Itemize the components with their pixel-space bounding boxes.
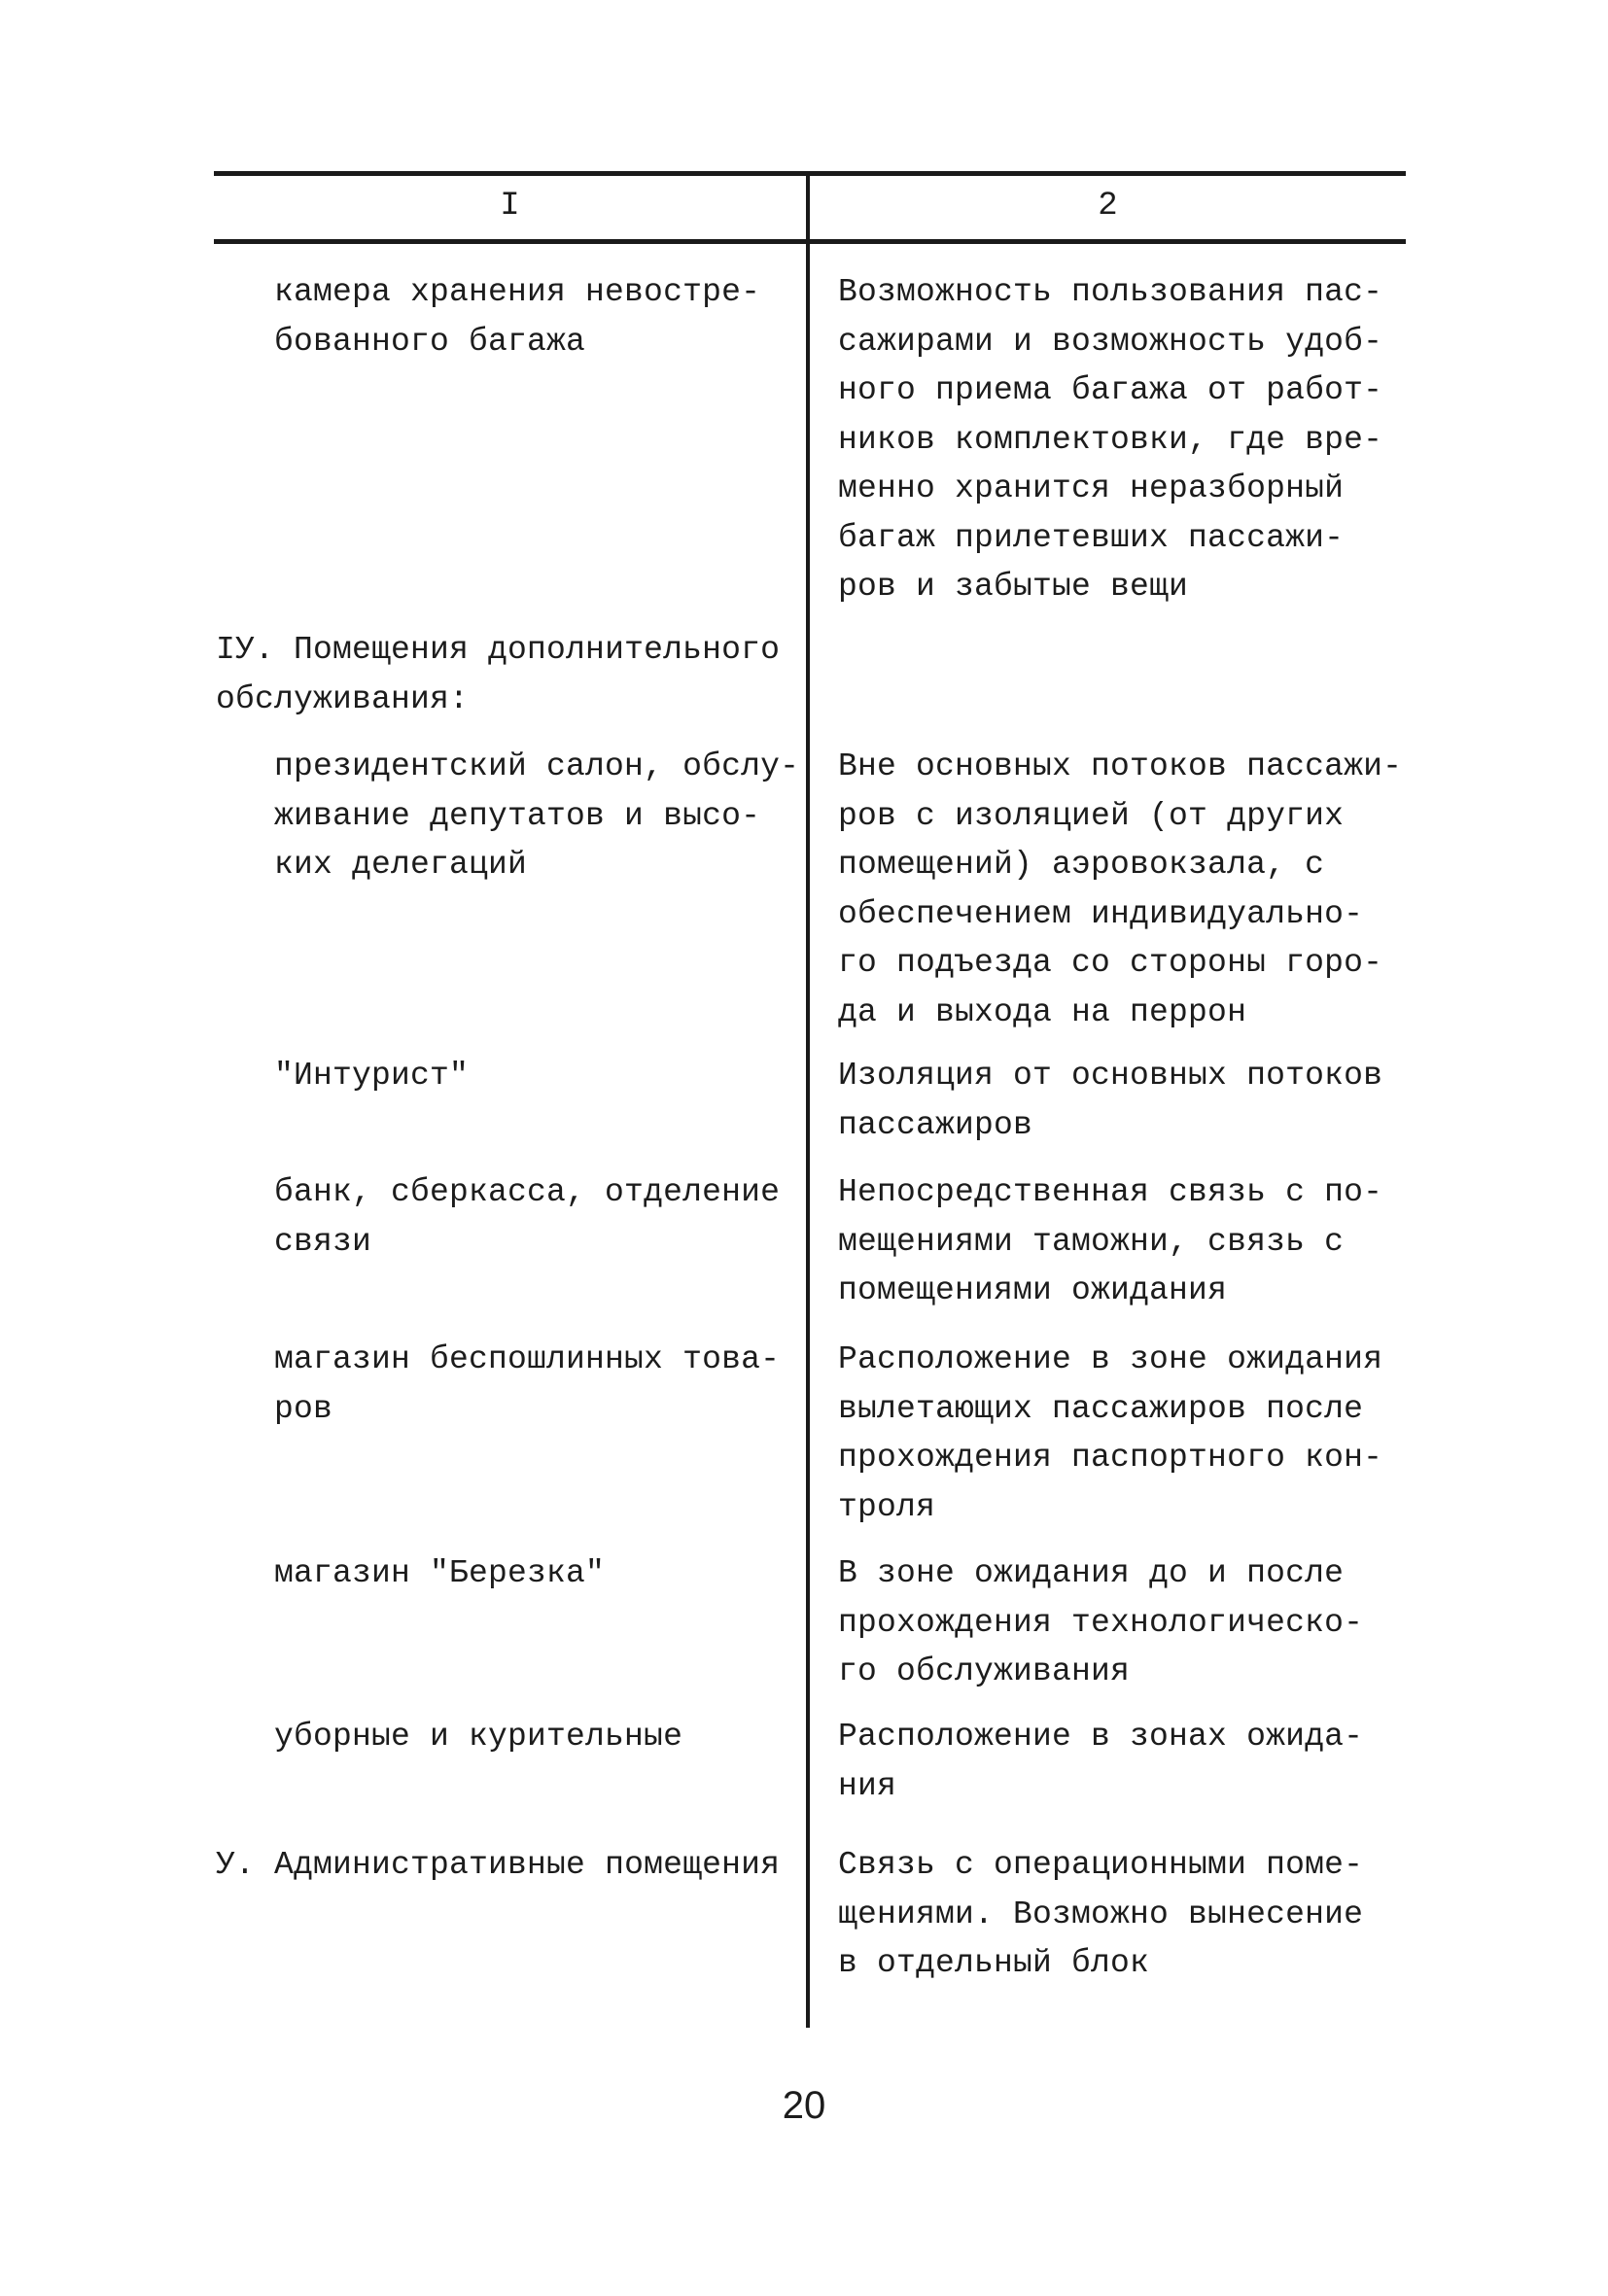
table-column-divider: [806, 173, 810, 2028]
row-2-section-heading: IУ. Помещения дополнительного обслуживания:: [216, 632, 781, 717]
row-1-premise: камера хранения невостре- бованного багажа: [274, 274, 761, 360]
row-4-requirement: Изоляция от основных потоков пассажиров: [838, 1058, 1383, 1143]
row-7-requirement: В зоне ожидания до и после прохождения технологическо- го обслуживания: [838, 1555, 1364, 1689]
row-6-requirement: Расположение в зоне ожидания вылетающих пассажиров после прохождения паспортного кон- троля: [838, 1341, 1383, 1525]
row-9-requirement: Связь с операционными поме- щениями. Возможно вынесение в отдельный блок: [838, 1847, 1364, 1981]
table-header-col1: I: [500, 188, 520, 225]
table-header-col2: 2: [1098, 188, 1118, 225]
page-number: 20: [782, 2084, 826, 2127]
row-3-requirement: Вне основных потоков пассажи- ров с изоляцией (от других помещений) аэровокзала, с обеспечением индивидуально- го подъезда со стороны горо- да и выхода на перрон: [838, 748, 1403, 1030]
row-7-premise: магазин "Березка": [274, 1555, 606, 1591]
row-5-requirement: Непосредственная связь с по- мещениями таможни, связь с помещениями ожидания: [838, 1174, 1383, 1308]
row-9-section-heading: У. Административные помещения: [216, 1847, 781, 1883]
row-1-requirement: Возможность пользования пас- сажирами и возможность удоб- ного приема багажа от работ- ников комплектовки, где вре- менно хранится неразборный багаж прилетевших пассажи- ров и забытые вещи: [838, 274, 1383, 605]
table-top-rule: [214, 171, 1406, 176]
row-8-premise: уборные и курительные: [274, 1719, 683, 1755]
row-3-premise: президентский салон, обслу- живание депутатов и высо- ких делегаций: [274, 748, 800, 883]
row-6-premise: магазин беспошлинных това- ров: [274, 1341, 781, 1427]
row-5-premise: банк, сберкасса, отделение связи: [274, 1174, 781, 1260]
row-8-requirement: Расположение в зонах ожида- ния: [838, 1719, 1364, 1804]
table-header-rule: [214, 239, 1406, 244]
row-4-premise: "Интурист": [274, 1058, 470, 1094]
